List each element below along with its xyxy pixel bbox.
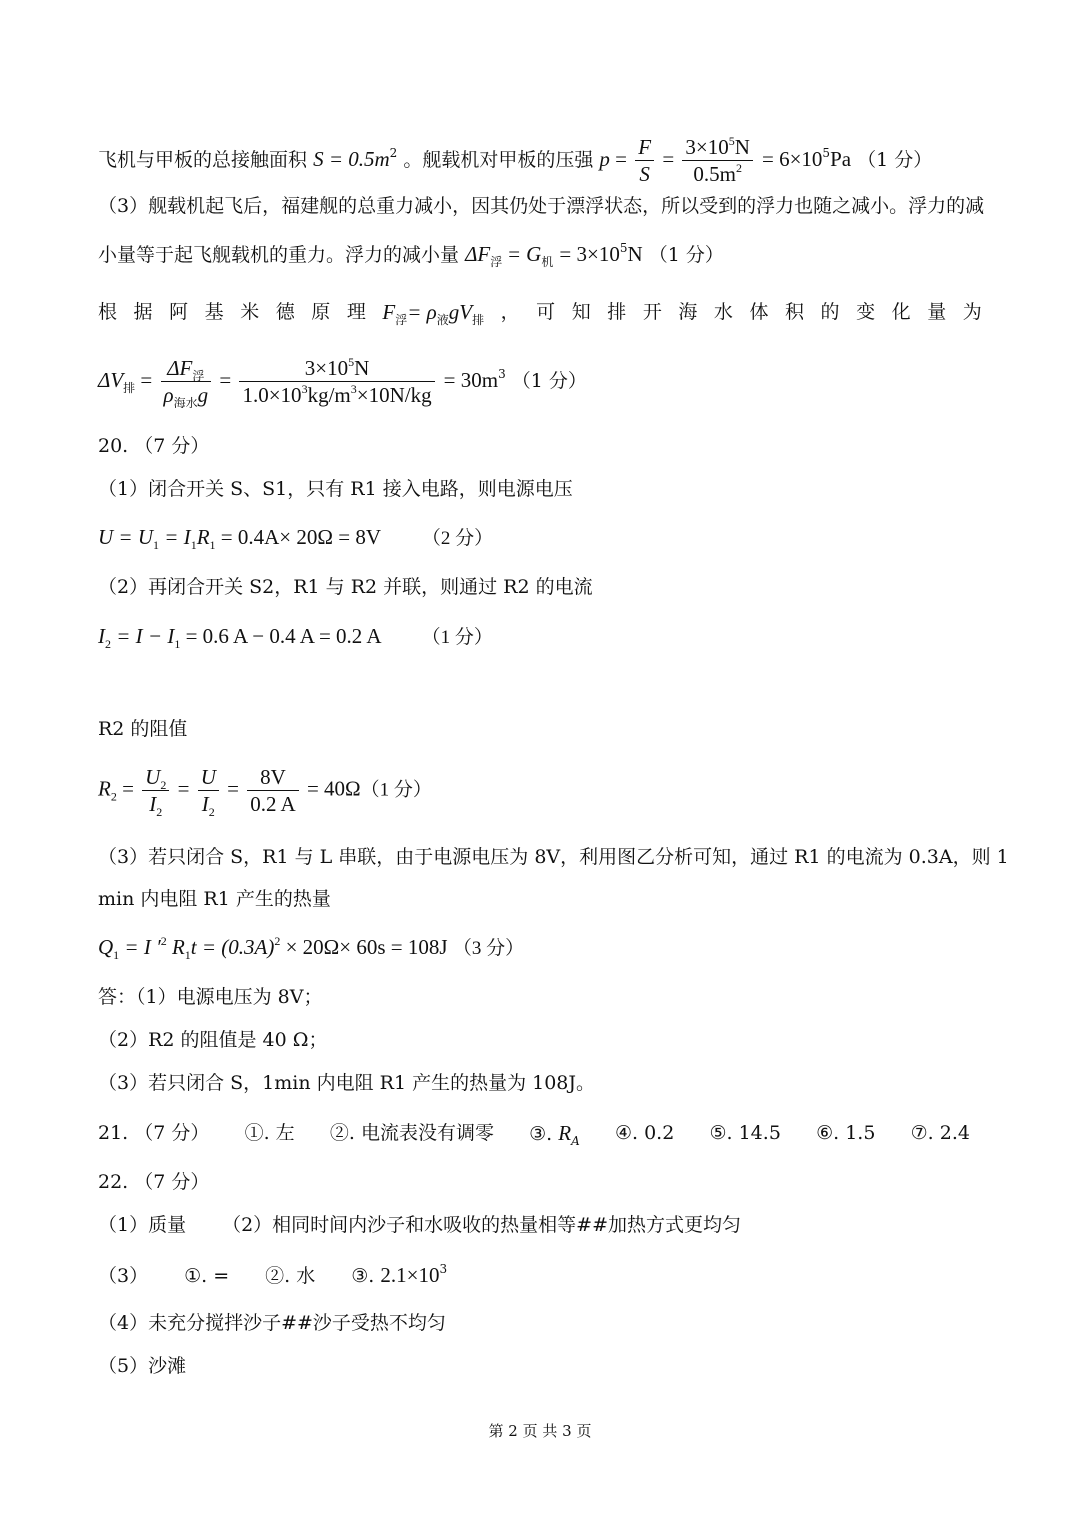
d: kg/m xyxy=(307,383,351,408)
sub: 1 xyxy=(209,538,216,552)
char: 变 xyxy=(856,301,876,323)
q: Q xyxy=(98,935,114,959)
exp: 2 xyxy=(160,934,167,948)
r: R xyxy=(558,1121,572,1145)
score: （1 分） xyxy=(857,148,933,171)
fraction-f-over-s xyxy=(635,134,654,188)
rho: = ρ xyxy=(407,300,437,324)
exp: 3 xyxy=(301,382,308,397)
exp: 3 xyxy=(439,1262,448,1276)
char: 德 xyxy=(275,301,295,323)
lhs: ΔV xyxy=(98,367,124,392)
exp: 2 xyxy=(274,934,281,948)
sub: 1 xyxy=(184,948,191,962)
label: ③. xyxy=(529,1123,553,1145)
page-footer xyxy=(0,1420,1080,1441)
text: （2）再闭合开关 S2，R1 与 R2 并联，则通过 R2 的电流 xyxy=(98,576,593,598)
den: S xyxy=(639,162,650,187)
text: 飞机与甲板的总接触面积 xyxy=(98,148,308,171)
exp: 3 xyxy=(498,366,506,381)
num xyxy=(161,355,212,382)
char: 理 xyxy=(346,301,366,323)
i: I xyxy=(201,792,209,817)
line-volume-change: $\Delta V_排$ = $\frac{\Delta F_浮}{\rho_{海水}g}$ = $\frac{3\times 10^5N}{1.0\times 10^3kg/m^3\times 10N/kg}$ = $30m^3$ （1 分） xyxy=(98,355,587,411)
score: （3 分） xyxy=(452,938,525,959)
line-q3-intro xyxy=(98,197,984,216)
text: 22. （7 分） xyxy=(98,1171,210,1193)
d: ×10N/kg xyxy=(356,383,432,408)
char: 知 xyxy=(571,301,591,323)
q20-answer-3 xyxy=(98,1074,595,1093)
char: 体 xyxy=(749,301,769,323)
q20-formula-2 xyxy=(98,624,493,651)
sub: 机 xyxy=(541,255,554,269)
d: 1.0×10 xyxy=(242,383,302,408)
fraction-2 xyxy=(239,355,434,409)
den xyxy=(142,791,169,820)
sub: 排 xyxy=(472,313,485,327)
num: 8V xyxy=(247,764,299,791)
exp: 5 xyxy=(348,355,355,369)
sub: 2 xyxy=(156,805,163,820)
char: 开 xyxy=(642,301,662,323)
num xyxy=(239,355,434,382)
num: F xyxy=(635,134,654,161)
q20-formula-1 xyxy=(98,525,494,552)
fraction-u-i2 xyxy=(198,764,219,818)
score: （1 分） xyxy=(360,779,432,801)
result: = 6×10 xyxy=(761,146,823,171)
u: U xyxy=(145,765,161,789)
text: （3）若只闭合 S，R1 与 L 串联，由于电源电压为 8V，利用图乙分析可知，通过 R1 的电流为 0.3A，则 1 xyxy=(98,846,1009,868)
formula-s: S = 0.5m xyxy=(313,146,390,171)
f: = 0.4A× 20Ω = 8V xyxy=(215,525,381,549)
text: R2 的阻值 xyxy=(98,718,188,740)
answer-3 xyxy=(529,1121,580,1148)
text: （3）舰载机起飞后，福建舰的总重力减小，因其仍处于漂浮状态，所以受到的浮力也随之减小。浮力的减 xyxy=(98,195,985,217)
unit: N xyxy=(354,356,370,380)
fraction-pressure xyxy=(682,134,753,188)
head: 21. （7 分） xyxy=(98,1122,210,1144)
q20-answer-1 xyxy=(98,988,322,1007)
char: 为 xyxy=(962,301,982,323)
formula: ΔF xyxy=(465,242,491,266)
text: （1）闭合开关 S、S1，只有 R1 接入电路，则电源电压 xyxy=(98,478,573,500)
sub: 2 xyxy=(208,805,215,820)
answer-4: ④. 0.2 xyxy=(614,1122,675,1144)
score: （1 分） xyxy=(511,369,587,392)
text: （3） xyxy=(98,1265,149,1287)
text: （2）R2 的阻值是 40 Ω； xyxy=(98,1029,328,1051)
answer-5: ⑤. 14.5 xyxy=(709,1122,781,1144)
fraction-u2-i2 xyxy=(142,764,169,818)
den xyxy=(161,382,212,411)
r: R xyxy=(98,776,111,801)
text: 小量等于起飞舰载机的重力。浮力的减小量 xyxy=(98,244,460,266)
q20-p5 xyxy=(98,890,331,909)
f: t = (0.3A) xyxy=(190,935,275,959)
eq: = xyxy=(508,242,521,266)
sub: 排 xyxy=(123,380,136,395)
f: I xyxy=(98,624,105,648)
answer-7: ⑦. 2.4 xyxy=(910,1122,970,1144)
fraction-values xyxy=(247,764,299,818)
den: 0.2 A xyxy=(250,792,296,817)
f: = I − I xyxy=(111,624,175,648)
char: 基 xyxy=(204,301,224,323)
line-archimedes xyxy=(98,300,982,327)
score: （2 分） xyxy=(421,528,494,549)
q20-formula-3: $R_2$ = $\frac{U_2}{I_2}$ = $\frac{U}{I_2}$ = $\frac{8V}{0.2 A}$ = 40Ω（1 分） xyxy=(98,765,432,820)
char: 量 xyxy=(927,301,947,323)
char: 米 xyxy=(240,301,260,323)
n: ΔF xyxy=(167,356,193,380)
q22-p5 xyxy=(98,1357,186,1376)
q22-p4 xyxy=(98,1314,446,1333)
g: g xyxy=(197,383,209,408)
sub: 1 xyxy=(113,948,120,962)
value: = 3×10 xyxy=(559,242,620,266)
text: 答：（1）电源电压为 8V； xyxy=(98,986,323,1008)
n: 3×10 xyxy=(685,135,729,159)
score: （1 分） xyxy=(648,244,724,266)
n: 3×10 xyxy=(304,356,349,380)
f: U = U xyxy=(98,525,154,549)
unit: Pa xyxy=(830,146,852,171)
den xyxy=(682,161,753,187)
q22-p1 xyxy=(98,1216,741,1235)
sub: 浮 xyxy=(395,313,408,327)
char: 根 xyxy=(98,301,118,323)
d: 0.5m xyxy=(693,162,736,187)
sub: 1 xyxy=(190,538,197,552)
den xyxy=(198,791,219,820)
sub: 2 xyxy=(105,637,111,651)
comma: ， xyxy=(500,301,520,323)
text: ②. 水 xyxy=(265,1265,316,1287)
q20-formula-4 xyxy=(98,934,525,962)
sub: 海水 xyxy=(173,396,198,411)
score: （1 分） xyxy=(421,627,493,648)
sub: 浮 xyxy=(490,255,503,269)
sub: 液 xyxy=(436,313,449,327)
text: （2）相同时间内沙子和水吸收的热量相等##加热方式更均匀 xyxy=(222,1214,742,1236)
den xyxy=(239,382,434,408)
text: （3）若只闭合 S，1min 内电阻 R1 产生的热量为 108J。 xyxy=(98,1072,595,1094)
f: R xyxy=(166,935,185,959)
q20-head xyxy=(98,437,209,456)
text: min 内电阻 R1 产生的热量 xyxy=(98,888,331,910)
formula-p: p xyxy=(599,146,610,171)
exp: 5 xyxy=(728,134,735,148)
char: 阿 xyxy=(169,301,189,323)
answer-1: ①. 左 xyxy=(244,1122,295,1144)
sub: 2 xyxy=(110,789,117,804)
exp: 3 xyxy=(350,382,357,397)
char: 化 xyxy=(891,301,911,323)
text: ③. xyxy=(351,1265,375,1287)
num xyxy=(142,764,169,791)
result: = 40Ω xyxy=(306,776,361,801)
text: 。舰载机对甲板的压强 xyxy=(403,148,594,171)
i: I xyxy=(149,792,157,817)
f: = 0.6 A − 0.4 A = 0.2 A xyxy=(180,624,381,648)
sub: 1 xyxy=(174,637,181,651)
archimedes-formula xyxy=(382,300,485,327)
sub: A xyxy=(571,1134,580,1148)
char: 排 xyxy=(607,301,627,323)
page-number: 第 2 页 共 3 页 xyxy=(488,1422,592,1440)
text: （4）未充分搅拌沙子##沙子受热不均匀 xyxy=(98,1312,446,1334)
sub: 2 xyxy=(160,778,167,792)
exp: 5 xyxy=(619,241,628,255)
f: × 20Ω× 60s = 108J xyxy=(280,935,448,959)
text: ①. = xyxy=(184,1265,230,1287)
f: = I xyxy=(159,525,191,549)
g: G xyxy=(526,242,542,266)
unit: N xyxy=(734,135,750,159)
q20-p1 xyxy=(98,480,573,499)
text: （5）沙滩 xyxy=(98,1355,187,1377)
f: F xyxy=(382,300,396,324)
char: 可 xyxy=(536,301,556,323)
q20-p3 xyxy=(98,720,187,739)
num: U xyxy=(198,764,219,791)
sub: 浮 xyxy=(192,369,205,383)
char: 水 xyxy=(713,301,733,323)
q20-p4 xyxy=(98,848,1009,867)
rho: ρ xyxy=(163,383,174,408)
q22-p3 xyxy=(98,1262,448,1287)
answer-2: ②. 电流表没有调零 xyxy=(329,1122,494,1144)
char: 积 xyxy=(785,301,805,323)
char: 原 xyxy=(311,301,331,323)
exp: 2 xyxy=(389,145,398,160)
gv: gV xyxy=(448,300,473,324)
text: （1）质量 xyxy=(98,1214,187,1236)
unit: N xyxy=(627,242,643,266)
exp: 2 xyxy=(735,161,742,176)
char: 的 xyxy=(820,301,840,323)
q22-head xyxy=(98,1173,209,1192)
sub: 1 xyxy=(153,538,160,552)
num xyxy=(682,134,753,161)
f: R xyxy=(196,525,210,549)
answer-6: ⑥. 1.5 xyxy=(816,1122,876,1144)
text: 20. （7 分） xyxy=(98,435,210,457)
result: = 30m xyxy=(443,367,499,392)
f: = I ′ xyxy=(119,935,161,959)
char: 据 xyxy=(133,301,153,323)
exp: 5 xyxy=(822,145,831,160)
fraction-1 xyxy=(161,355,212,409)
line-contact-area: 飞机与甲板的总接触面积 $S = 0.5m^2$ 。舰载机对甲板的压强 p = $\frac{F}{S}$ = $\frac{3\times 10^5N}{0.5m^2}$ = $6\times 10^5Pa$ （1 分） xyxy=(98,134,933,187)
q21-line xyxy=(98,1121,970,1148)
line-buoyancy-decrease xyxy=(98,241,724,269)
q20-answer-2 xyxy=(98,1031,328,1050)
value: 2.1×10 xyxy=(380,1263,440,1287)
q20-p2 xyxy=(98,578,593,597)
char: 海 xyxy=(678,301,698,323)
